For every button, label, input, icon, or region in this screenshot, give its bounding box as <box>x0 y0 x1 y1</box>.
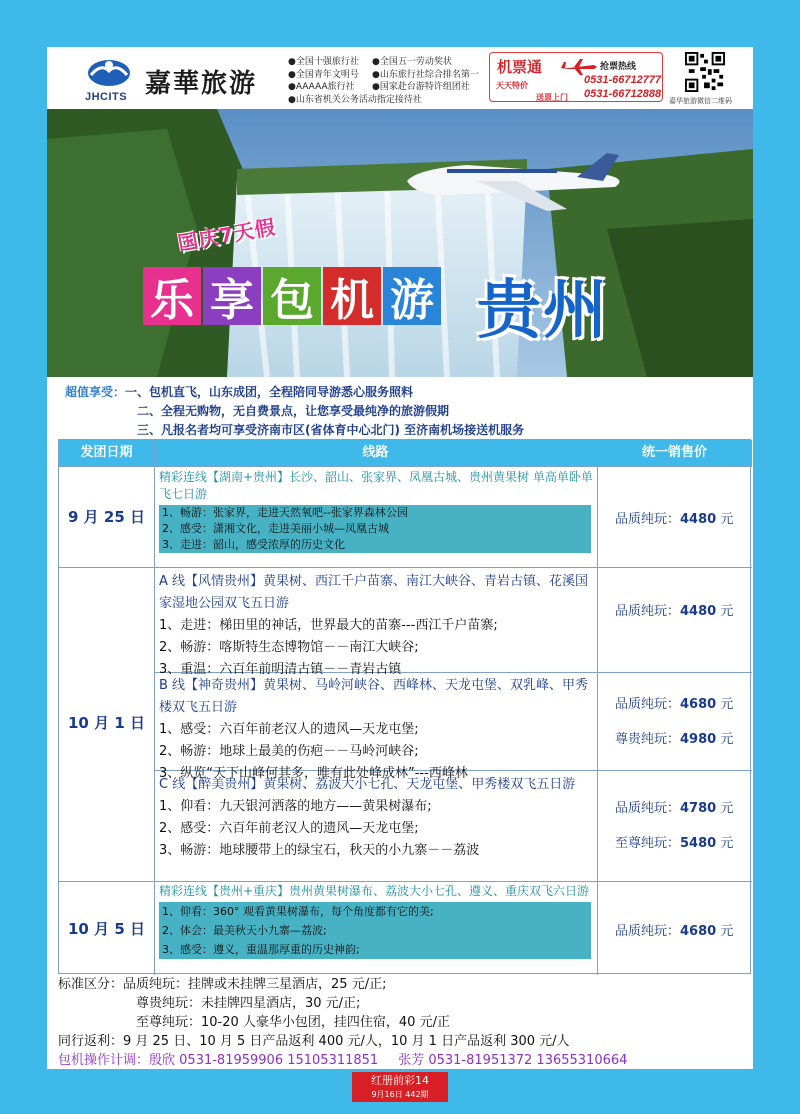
price-item: 至尊纯玩：5480 元 <box>615 836 734 851</box>
contact-1[interactable]: 殷欣 0531-81959906 15105311851 <box>149 1053 379 1068</box>
page-tag-title: 红册前彩14 <box>371 1074 429 1087</box>
route-highlights <box>159 505 591 553</box>
row-divider <box>59 567 752 568</box>
banner-title-tile: 游 <box>383 267 441 325</box>
table-row <box>159 883 594 959</box>
price-item: 尊贵纯玩：4980 元 <box>615 732 734 747</box>
route-title: A 线【风情贵州】黄果树、西江千户苗寨、南江大峡谷、青岩古镇、花溪国家湿地公园双飞五日游 <box>159 574 589 611</box>
award-item: ●全国五一劳动奖状 <box>372 57 452 67</box>
price-item: 品质纯玩：4680 元 <box>615 924 734 939</box>
route-point: 1、畅游：张家界，走进天然氧吧--张家界森林公园 <box>162 506 408 519</box>
qr-code-icon[interactable] <box>685 52 725 92</box>
logo-en: JHCITS <box>85 91 128 103</box>
banner-title-tile: 包 <box>263 267 321 325</box>
logo-cn: 嘉華旅游 <box>145 69 258 99</box>
row-date: 10 月 5 日 <box>68 920 145 938</box>
price-item: 品质纯玩：4680 元 <box>615 697 734 712</box>
perks-heading: 超值享受： <box>65 385 126 399</box>
hotline-label: 抢票热线 <box>600 62 637 72</box>
table-row <box>159 469 594 553</box>
table-row <box>159 774 594 862</box>
banner-title <box>143 267 443 325</box>
ticket-tag-delivery: 送票上门 <box>536 93 568 102</box>
award-item: ●AAAAA旅行社 <box>288 82 355 92</box>
route-point: 2、感受：潇湘文化，走进美丽小城—凤凰古城 <box>162 522 389 535</box>
standard-line: 标准区分：品质纯玩：挂牌或未挂牌三星酒店，25 元/正; <box>58 977 387 992</box>
award-item: ●山东省机关公务活动指定接待社 <box>288 94 422 105</box>
page-tag-issue: 9月16日 442期 <box>371 1090 429 1099</box>
ticket-title: 机票通 <box>497 58 543 76</box>
price-item: 品质纯玩：4480 元 <box>615 512 734 527</box>
header-price: 统一销售价 <box>641 445 707 460</box>
contact-2[interactable]: 张芳 0531-81951372 13655310664 <box>398 1053 628 1068</box>
award-item: ●山东旅行社综合排名第一 <box>372 69 479 80</box>
route-point: 1、感受：六百年前老汉人的遗风—天龙屯堡; <box>159 722 419 737</box>
route-point: 3、走进：韶山，感受浓厚的历史文化 <box>162 538 345 551</box>
column-divider <box>597 440 598 975</box>
table-row <box>159 571 594 681</box>
rebate-line: 同行返利：9 月 25 日、10 月 5 日产品返利 400 元/人，10 月 1 日产品返利 300 元/人 <box>58 1034 570 1049</box>
hotline-number-2[interactable]: 0531-66712888 <box>584 88 662 100</box>
route-point: 3、纵览“天下山峰何其多，唯有此处峰成林”---西峰林 <box>159 766 468 781</box>
tour-table <box>58 439 751 974</box>
table-header-row <box>59 440 752 466</box>
perks-list <box>65 383 745 440</box>
banner-title-tile: 机 <box>323 267 381 325</box>
flyer-page <box>47 47 753 1069</box>
qr-caption: 嘉华旅游微信二维码 <box>669 97 732 105</box>
route-title: 精彩连线【湖南+贵州】长沙、韶山、张家界、凤凰古城、贵州黄果树 单高单卧单飞七日游 <box>159 470 593 501</box>
price-item: 品质纯玩：4780 元 <box>615 801 734 816</box>
route-title: 精彩连线【贵州+重庆】贵州黄果树瀑布、荔波大小七孔、遵义、重庆双飞六日游 <box>159 884 590 898</box>
row-date: 10 月 1 日 <box>68 714 145 732</box>
column-divider <box>154 440 155 975</box>
perk-item: 超值享受：一、包机直飞，山东成团，全程陪同导游悉心服务照料 <box>65 385 414 399</box>
perk-item: 二、全程无购物，无自费景点，让您享受最纯净的旅游假期 <box>137 404 450 418</box>
perk-item: 三、凡报名者均可享受济南市区(省体育中心北门) 至济南机场接送机服务 <box>137 423 525 437</box>
route-highlights <box>159 902 591 959</box>
route-point: 1、走进：梯田里的神话，世界最大的苗寨---西江千户苗寨; <box>159 618 498 633</box>
route-point: 2、畅游：地球上最美的伤疤－－马岭河峡谷; <box>159 744 419 759</box>
awards-right <box>372 56 479 94</box>
header-date: 发团日期 <box>80 445 133 460</box>
row-divider <box>59 881 752 882</box>
award-item: ●国家赴台游特许组团社 <box>372 82 470 92</box>
row-divider <box>59 466 752 467</box>
table-row <box>159 675 594 785</box>
route-point: 1、仰看：360° 观看黄果树瀑布，每个角度都有它的美; <box>162 905 434 918</box>
banner-place: 贵州 <box>477 274 609 348</box>
route-point: 3、感受：遵义，重温那厚重的历史神韵; <box>162 943 360 956</box>
route-point: 2、畅游：喀斯特生态博物馆－－南江大峡谷; <box>159 640 419 655</box>
header <box>47 47 753 109</box>
route-title: C 线【醉美贵州】黄果树、荔波大小七孔、天龙屯堡、甲秀楼双飞五日游 <box>159 777 576 792</box>
route-point: 1、仰看：九天银河洒落的地方——黄果树瀑布; <box>159 799 432 814</box>
notes-section <box>58 975 751 1069</box>
award-item: ●全国十强旅行社 <box>288 57 359 67</box>
route-point: 3、重温：六百年前明清古镇－－青岩古镇 <box>159 662 402 677</box>
ticket-tag-special: 天天特价 <box>496 81 528 90</box>
route-point: 2、体会：最美秋天小九寨—荔波; <box>162 924 327 937</box>
banner-subtitle: 国庆7天假 <box>175 214 278 256</box>
hotline-number-1[interactable]: 0531-66712777 <box>584 74 662 86</box>
route-point: 2、感受：六百年前老汉人的遗风—天龙屯堡; <box>159 821 419 836</box>
route-point: 3、畅游：地球腰带上的绿宝石，秋天的小九寨－－荔波 <box>159 843 480 858</box>
page-tag <box>352 1072 448 1102</box>
banner-title-tile: 享 <box>203 267 261 325</box>
ticket-hotline-box <box>489 52 663 102</box>
contact-line: 包机操作计调：殷欣 0531-81959906 15105311851 张芳 0531-81951372 13655310664 <box>58 1053 628 1068</box>
banner-title-tile: 乐 <box>143 267 201 325</box>
price-item: 品质纯玩：4480 元 <box>615 604 734 619</box>
jhcits-logo-icon <box>87 55 131 87</box>
standard-line: 尊贵纯玩：未挂牌四星酒店，30 元/正; <box>136 996 361 1011</box>
award-item: ●全国青年文明号 <box>288 69 359 80</box>
route-title: B 线【神奇贵州】黄果树、马岭河峡谷、西峰林、天龙屯堡、双乳峰、甲秀楼双飞五日游 <box>159 678 589 715</box>
row-date: 9 月 25 日 <box>68 508 145 526</box>
hero-banner <box>47 109 753 377</box>
standard-line: 至尊纯玩：10-20 人豪华小包团，挂四住宿，40 元/正 <box>136 1015 450 1030</box>
waterfall-landscape-image <box>47 109 753 377</box>
header-route: 线路 <box>362 445 389 460</box>
